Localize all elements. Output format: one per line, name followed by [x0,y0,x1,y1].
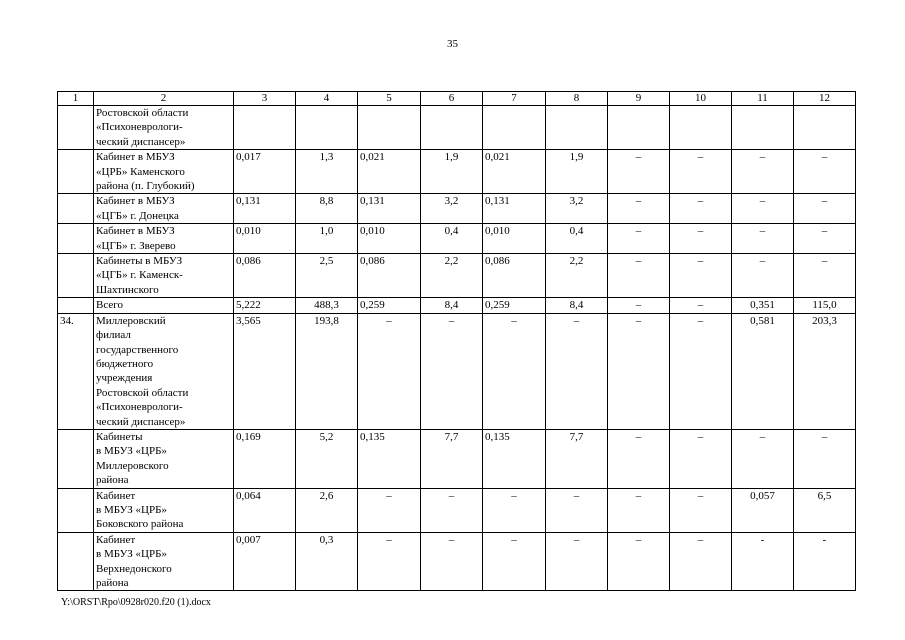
row-number-cell [58,488,94,532]
value-cell: – [732,224,794,254]
value-cell [608,106,670,150]
value-cell: 488,3 [296,298,358,313]
value-cell: 0,135 [358,429,421,488]
value-cell: 0,4 [546,224,608,254]
column-header: 10 [670,92,732,106]
column-header: 4 [296,92,358,106]
row-number-cell [58,532,94,591]
column-header: 8 [546,92,608,106]
value-cell: – [794,429,856,488]
value-cell: 2,2 [421,254,483,298]
value-cell: 6,5 [794,488,856,532]
table-row [58,194,856,224]
value-cell: – [732,429,794,488]
value-cell: – [608,150,670,194]
value-cell: 3,565 [234,313,296,429]
institution-name-cell: Кабинеты в МБУЗ «ЦГБ» г. Каменск- Шахтинского [94,254,234,298]
value-cell: – [670,429,732,488]
value-cell: – [608,488,670,532]
value-cell: 3,2 [546,194,608,224]
institution-name-cell: Ростовской области «Психоневрологи- ческий диспансер» [94,106,234,150]
institution-name-cell: Кабинет в МБУЗ «ЦРБ» Верхнедонского района [94,532,234,591]
value-cell: - [794,532,856,591]
row-number-cell [58,254,94,298]
row-number-cell [58,298,94,313]
column-header: 1 [58,92,94,106]
value-cell: 0,007 [234,532,296,591]
value-cell: 0,086 [234,254,296,298]
value-cell: – [794,254,856,298]
value-cell: – [421,532,483,591]
value-cell: 0,086 [358,254,421,298]
table-row [58,106,856,150]
institution-name-cell: Кабинет в МБУЗ «ЦРБ» Боковского района [94,488,234,532]
value-cell: 0,131 [234,194,296,224]
value-cell: – [546,488,608,532]
value-cell: – [608,313,670,429]
value-cell [421,106,483,150]
row-number-cell [58,429,94,488]
table-row [58,532,856,591]
column-header: 12 [794,92,856,106]
value-cell: 0,131 [358,194,421,224]
value-cell: 8,4 [546,298,608,313]
value-cell: – [608,254,670,298]
value-cell: – [670,313,732,429]
column-header: 6 [421,92,483,106]
value-cell: – [358,488,421,532]
value-cell [732,106,794,150]
value-cell: 1,9 [546,150,608,194]
value-cell: – [732,150,794,194]
institution-name-cell: Кабинет в МБУЗ «ЦГБ» г. Донецка [94,194,234,224]
value-cell: – [546,313,608,429]
value-cell: – [794,224,856,254]
value-cell: 0,010 [234,224,296,254]
table-row [58,298,856,313]
table-row [58,254,856,298]
value-cell [234,106,296,150]
institution-name-cell: Кабинеты в МБУЗ «ЦРБ» Миллеровского района [94,429,234,488]
column-header: 11 [732,92,794,106]
institution-name-cell: Миллеровский филиал государственного бюджетного учреждения Ростовской области «Психоневрологи- ческий диспансер» [94,313,234,429]
value-cell: – [483,313,546,429]
value-cell: - [732,532,794,591]
value-cell: 8,4 [421,298,483,313]
value-cell: – [732,254,794,298]
table-row [58,224,856,254]
value-cell: – [794,194,856,224]
value-cell: – [608,532,670,591]
column-header: 5 [358,92,421,106]
value-cell: 2,5 [296,254,358,298]
value-cell: – [670,150,732,194]
value-cell [296,106,358,150]
value-cell: 0,010 [483,224,546,254]
institution-name-cell: Всего [94,298,234,313]
value-cell: 0,259 [358,298,421,313]
value-cell: 3,2 [421,194,483,224]
value-cell: – [483,532,546,591]
institution-name-cell: Кабинет в МБУЗ «ЦРБ» Каменского района (п. Глубокий) [94,150,234,194]
value-cell [794,106,856,150]
value-cell: – [608,429,670,488]
value-cell: – [670,532,732,591]
value-cell: 5,2 [296,429,358,488]
page-number: 35 [447,38,458,50]
table-row [58,150,856,194]
value-cell: – [546,532,608,591]
value-cell: – [608,298,670,313]
row-number-cell [58,106,94,150]
value-cell: 7,7 [546,429,608,488]
value-cell: 193,8 [296,313,358,429]
value-cell: 0,135 [483,429,546,488]
column-header: 7 [483,92,546,106]
value-cell: 0,064 [234,488,296,532]
value-cell: 203,3 [794,313,856,429]
value-cell: 0,4 [421,224,483,254]
table-header-row [58,92,856,106]
value-cell: 7,7 [421,429,483,488]
value-cell: 2,6 [296,488,358,532]
value-cell: 0,086 [483,254,546,298]
institution-name-cell: Кабинет в МБУЗ «ЦГБ» г. Зверево [94,224,234,254]
value-cell: – [670,488,732,532]
value-cell: 0,017 [234,150,296,194]
value-cell: – [358,532,421,591]
value-cell: – [608,194,670,224]
value-cell: – [358,313,421,429]
column-header: 3 [234,92,296,106]
table-row [58,313,856,429]
value-cell: 0,581 [732,313,794,429]
row-number-cell: 34. [58,313,94,429]
value-cell: – [670,224,732,254]
value-cell: – [670,298,732,313]
row-number-cell [58,224,94,254]
value-cell: 5,222 [234,298,296,313]
data-table [57,91,856,591]
value-cell: 115,0 [794,298,856,313]
value-cell: 0,169 [234,429,296,488]
value-cell [358,106,421,150]
value-cell: 0,021 [483,150,546,194]
value-cell: – [421,488,483,532]
value-cell: 1,3 [296,150,358,194]
value-cell [483,106,546,150]
column-header: 9 [608,92,670,106]
value-cell: 0,131 [483,194,546,224]
value-cell: 0,3 [296,532,358,591]
value-cell: 0,259 [483,298,546,313]
table-row [58,488,856,532]
value-cell [546,106,608,150]
value-cell: – [483,488,546,532]
value-cell [670,106,732,150]
value-cell: 8,8 [296,194,358,224]
value-cell: 2,2 [546,254,608,298]
value-cell: – [421,313,483,429]
value-cell: 0,010 [358,224,421,254]
footer-file-path: Y:\ORST\Rpo\0928r020.f20 (1).docx [61,597,211,608]
column-header: 2 [94,92,234,106]
value-cell: 1,0 [296,224,358,254]
value-cell: – [794,150,856,194]
value-cell: 1,9 [421,150,483,194]
value-cell: – [732,194,794,224]
value-cell: – [608,224,670,254]
value-cell: 0,057 [732,488,794,532]
row-number-cell [58,150,94,194]
row-number-cell [58,194,94,224]
value-cell: – [670,194,732,224]
table-row [58,429,856,488]
value-cell: 0,021 [358,150,421,194]
value-cell: 0,351 [732,298,794,313]
value-cell: – [670,254,732,298]
